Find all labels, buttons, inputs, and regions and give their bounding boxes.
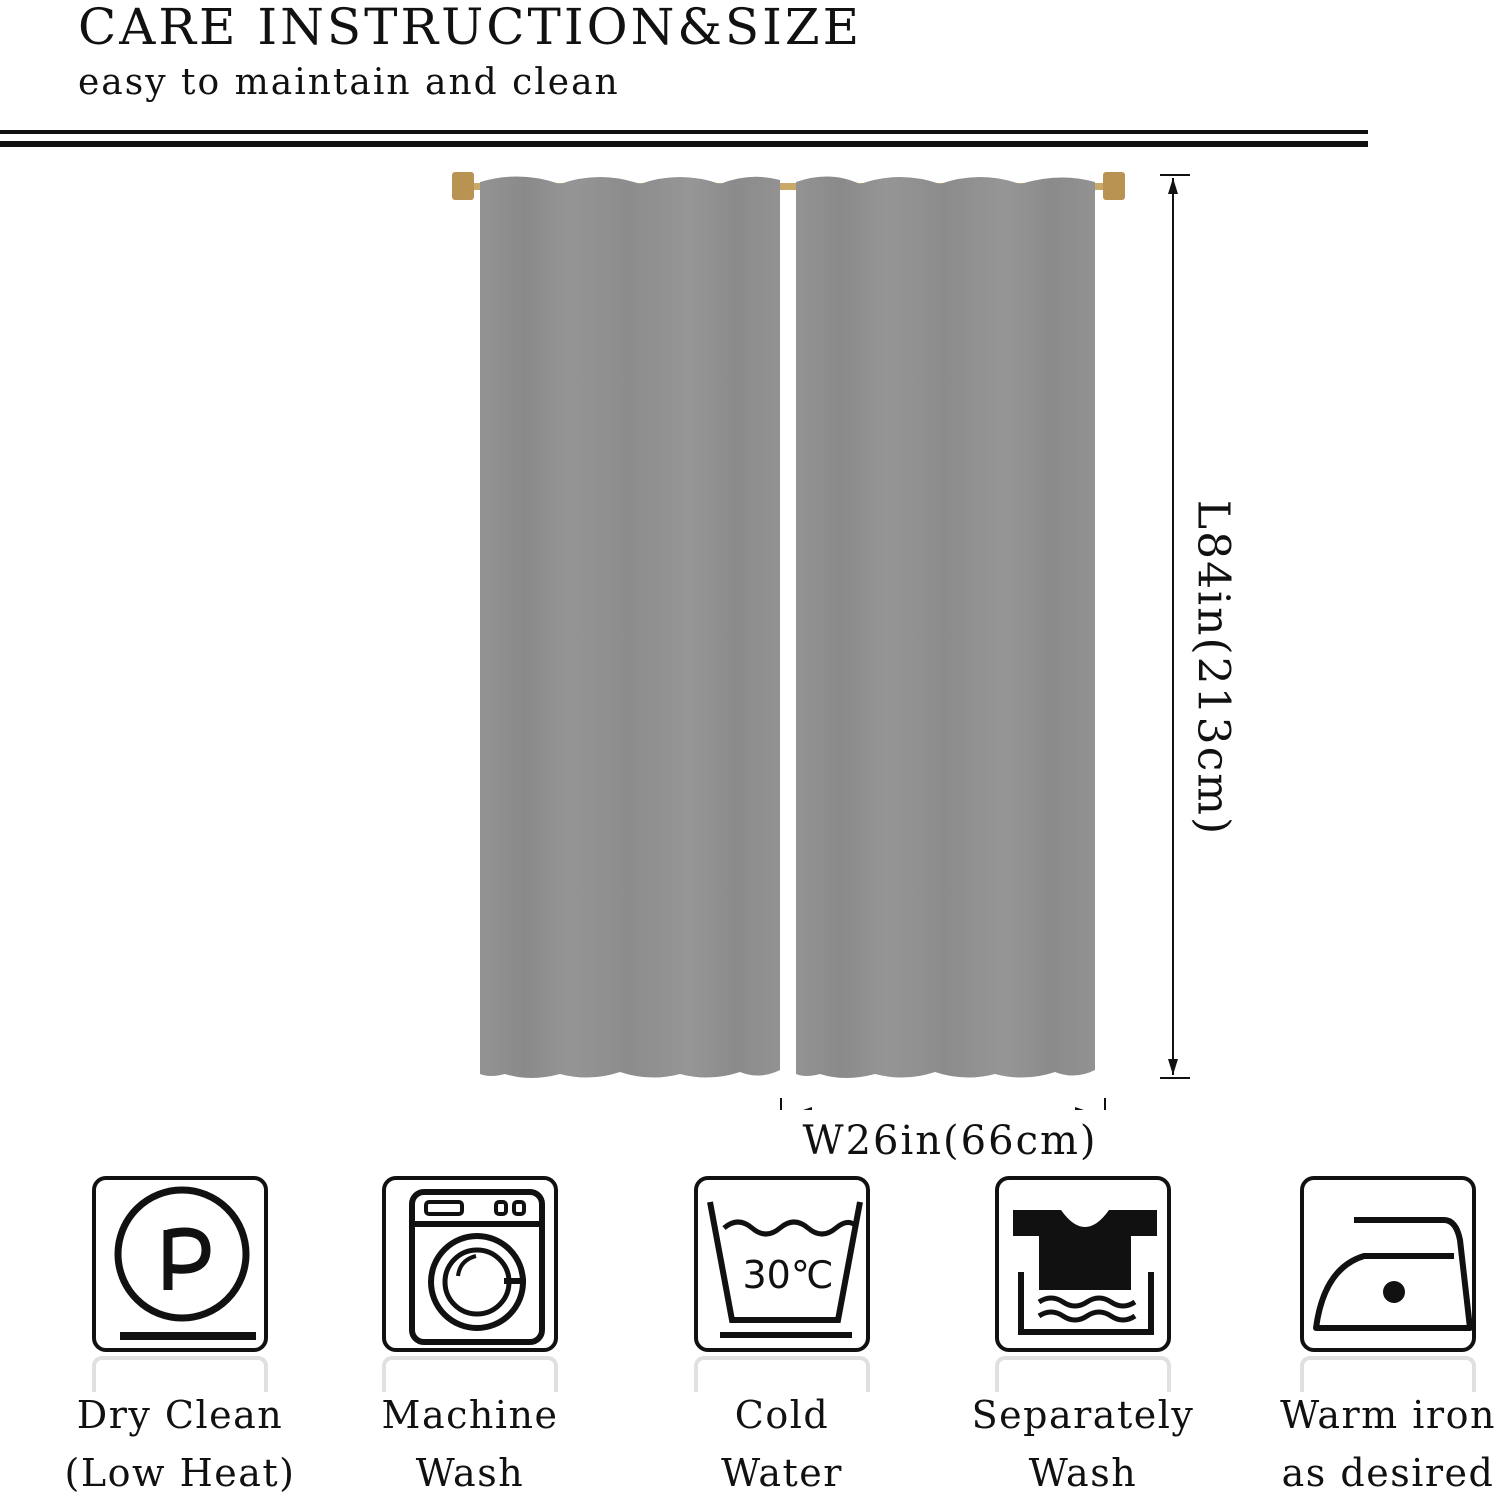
care-label-line2: (Low Heat)	[64, 1451, 296, 1495]
care-label-line1: Dry Clean	[76, 1393, 284, 1437]
care-label-line1: Cold	[734, 1393, 830, 1437]
care-item-dry-clean	[64, 1176, 296, 1495]
curtain-panel-left	[480, 176, 780, 1078]
care-label-line2: as desired	[1281, 1451, 1495, 1495]
washing-machine-icon	[386, 1180, 562, 1356]
care-label-line2: Wash	[1028, 1451, 1138, 1495]
tub-temperature: 30℃	[742, 1253, 834, 1297]
care-label-line1: Warm iron	[1280, 1393, 1496, 1437]
care-item-separately-wash	[971, 1176, 1195, 1495]
width-label: W26in(66cm)	[802, 1118, 1098, 1164]
care-label-line1: Machine	[381, 1393, 559, 1437]
wash-tub-30c-icon	[698, 1180, 874, 1356]
iron-icon	[1304, 1180, 1480, 1356]
care-label-line2: Wash	[415, 1451, 525, 1495]
care-item-machine-wash	[378, 1176, 562, 1495]
care-item-cold-water	[690, 1176, 874, 1495]
dry-clean-icon	[96, 1180, 272, 1356]
length-label: L84in(213cm)	[1187, 499, 1239, 837]
care-label-line2: Water	[721, 1451, 843, 1495]
curtain-panel-right	[796, 176, 1095, 1078]
length-dimension-line	[1160, 175, 1190, 1078]
care-label-line1: Separately	[971, 1393, 1195, 1437]
care-item-warm-iron	[1280, 1176, 1496, 1495]
width-dimension-line	[781, 1098, 1105, 1110]
separate-wash-icon	[999, 1180, 1175, 1356]
page-subtitle: easy to maintain and clean	[78, 62, 620, 103]
page-title: CARE INSTRUCTION&SIZE	[78, 0, 863, 56]
